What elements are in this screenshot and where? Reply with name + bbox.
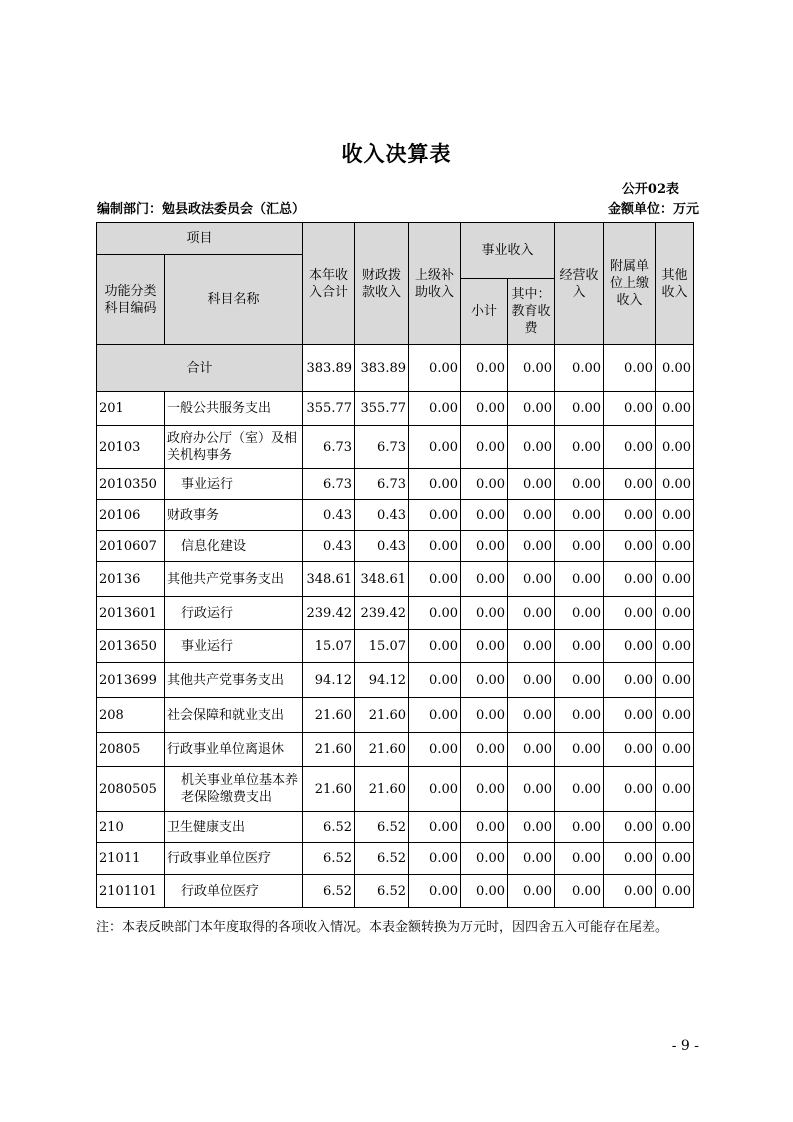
table-row xyxy=(97,698,694,733)
row-value: 0.00 xyxy=(461,663,508,698)
table-row xyxy=(97,733,694,767)
row-value: 0.00 xyxy=(508,733,555,767)
table-header xyxy=(97,223,694,345)
table-row xyxy=(97,767,694,812)
row-value: 0.00 xyxy=(409,843,461,875)
table-row xyxy=(97,597,694,630)
row-name: 行政单位医疗 xyxy=(165,875,303,908)
header-affiliated: 附属单位上缴收入 xyxy=(604,223,656,345)
row-value: 239.42 xyxy=(303,597,355,630)
row-value: 6.52 xyxy=(303,812,355,843)
row-code: 2010607 xyxy=(97,531,165,562)
page-title: 收入决算表 xyxy=(341,141,452,166)
row-value: 94.12 xyxy=(355,663,409,698)
row-code: 2080505 xyxy=(97,767,165,812)
row-code: 2101101 xyxy=(97,875,165,908)
table-row xyxy=(97,500,694,531)
row-value: 21.60 xyxy=(303,733,355,767)
row-value: 0.00 xyxy=(508,767,555,812)
row-value: 0.00 xyxy=(604,698,656,733)
row-value: 0.00 xyxy=(409,426,461,469)
row-value: 0.00 xyxy=(409,698,461,733)
total-cell: 0.00 xyxy=(604,345,656,392)
total-cell: 0.00 xyxy=(461,345,508,392)
header-career-subtotal: 小计 xyxy=(461,279,508,345)
total-cell: 0.00 xyxy=(409,345,461,392)
row-value: 0.00 xyxy=(656,812,694,843)
row-value: 0.00 xyxy=(461,469,508,500)
row-value: 0.00 xyxy=(508,500,555,531)
total-cell: 0.00 xyxy=(508,345,555,392)
row-code: 2010350 xyxy=(97,469,165,500)
row-value: 6.52 xyxy=(303,875,355,908)
row-value: 0.43 xyxy=(303,531,355,562)
row-value: 15.07 xyxy=(355,630,409,663)
row-value: 0.00 xyxy=(508,630,555,663)
row-code: 201 xyxy=(97,392,165,426)
row-value: 0.00 xyxy=(461,531,508,562)
total-cell: 0.00 xyxy=(555,345,604,392)
department-label: 编制部门：勉县政法委员会（汇总） xyxy=(97,202,306,217)
row-name: 卫生健康支出 xyxy=(165,812,303,843)
row-value: 21.60 xyxy=(303,698,355,733)
row-value: 6.52 xyxy=(355,812,409,843)
row-value: 0.00 xyxy=(409,875,461,908)
row-value: 0.00 xyxy=(604,597,656,630)
row-value: 0.00 xyxy=(508,698,555,733)
row-value: 0.00 xyxy=(656,531,694,562)
row-value: 0.00 xyxy=(508,597,555,630)
table-body xyxy=(97,345,694,908)
row-name: 其他共产党事务支出 xyxy=(165,562,303,597)
row-value: 0.00 xyxy=(656,663,694,698)
row-value: 0.00 xyxy=(604,843,656,875)
row-value: 0.00 xyxy=(461,562,508,597)
row-value: 94.12 xyxy=(303,663,355,698)
header-total-income: 本年收入合计 xyxy=(303,223,355,345)
row-value: 0.00 xyxy=(409,531,461,562)
row-code: 210 xyxy=(97,812,165,843)
row-value: 0.00 xyxy=(508,469,555,500)
row-value: 0.00 xyxy=(656,597,694,630)
row-value: 348.61 xyxy=(355,562,409,597)
row-value: 0.00 xyxy=(555,392,604,426)
row-value: 0.00 xyxy=(409,597,461,630)
row-value: 0.00 xyxy=(409,392,461,426)
row-value: 0.00 xyxy=(461,500,508,531)
row-value: 0.43 xyxy=(355,500,409,531)
row-value: 0.00 xyxy=(656,392,694,426)
row-value: 0.00 xyxy=(555,767,604,812)
row-value: 0.00 xyxy=(555,663,604,698)
total-cell: 383.89 xyxy=(355,345,409,392)
row-value: 0.00 xyxy=(656,733,694,767)
row-value: 0.00 xyxy=(409,562,461,597)
row-value: 15.07 xyxy=(303,630,355,663)
row-value: 6.52 xyxy=(355,875,409,908)
row-value: 0.00 xyxy=(508,843,555,875)
row-value: 0.43 xyxy=(355,531,409,562)
row-value: 0.00 xyxy=(555,733,604,767)
row-value: 0.00 xyxy=(604,663,656,698)
row-value: 0.00 xyxy=(508,392,555,426)
row-value: 0.00 xyxy=(604,562,656,597)
row-value: 0.00 xyxy=(656,562,694,597)
table-row xyxy=(97,630,694,663)
table-row xyxy=(97,663,694,698)
row-value: 6.73 xyxy=(355,426,409,469)
footnote: 注：本表反映部门本年度取得的各项收入情况。本表金额转换为万元时，因四舍五入可能存在尾差。 xyxy=(96,920,669,935)
row-value: 0.00 xyxy=(656,843,694,875)
row-value: 0.00 xyxy=(508,562,555,597)
header-name: 科目名称 xyxy=(165,255,303,345)
row-value: 0.00 xyxy=(656,469,694,500)
row-value: 0.00 xyxy=(461,426,508,469)
row-value: 0.00 xyxy=(409,812,461,843)
row-value: 0.00 xyxy=(555,426,604,469)
table-row xyxy=(97,562,694,597)
row-name: 事业运行 xyxy=(165,469,303,500)
unit-label: 金额单位：万元 xyxy=(607,202,699,217)
row-value: 0.00 xyxy=(409,500,461,531)
row-name: 政府办公厅（室）及相关机构事务 xyxy=(165,426,303,469)
row-value: 0.00 xyxy=(656,630,694,663)
header-career-edu: 其中：教育收费 xyxy=(508,279,555,345)
header-code: 功能分类科目编码 xyxy=(97,255,165,345)
table-row xyxy=(97,843,694,875)
header-career: 事业收入 xyxy=(461,223,555,279)
table-row xyxy=(97,469,694,500)
row-value: 0.00 xyxy=(604,500,656,531)
row-code: 20106 xyxy=(97,500,165,531)
row-value: 0.00 xyxy=(555,630,604,663)
row-value: 0.00 xyxy=(656,767,694,812)
header-project: 项目 xyxy=(97,223,303,255)
row-value: 0.00 xyxy=(461,698,508,733)
row-value: 0.00 xyxy=(508,812,555,843)
row-value: 0.00 xyxy=(656,698,694,733)
row-value: 0.00 xyxy=(604,767,656,812)
row-code: 20136 xyxy=(97,562,165,597)
row-value: 0.00 xyxy=(555,875,604,908)
row-code: 20805 xyxy=(97,733,165,767)
row-value: 6.73 xyxy=(355,469,409,500)
row-code: 2013601 xyxy=(97,597,165,630)
row-value: 0.00 xyxy=(508,663,555,698)
row-value: 0.00 xyxy=(461,767,508,812)
row-value: 0.00 xyxy=(461,875,508,908)
row-value: 0.00 xyxy=(461,630,508,663)
table-row xyxy=(97,812,694,843)
row-value: 0.00 xyxy=(461,733,508,767)
row-value: 0.00 xyxy=(555,843,604,875)
row-name: 财政事务 xyxy=(165,500,303,531)
row-value: 0.00 xyxy=(508,531,555,562)
row-value: 21.60 xyxy=(355,698,409,733)
row-value: 0.00 xyxy=(656,875,694,908)
row-code: 2013699 xyxy=(97,663,165,698)
table-row xyxy=(97,875,694,908)
total-label: 合计 xyxy=(97,345,303,392)
row-value: 0.00 xyxy=(555,469,604,500)
row-name: 其他共产党事务支出 xyxy=(165,663,303,698)
row-value: 0.00 xyxy=(409,630,461,663)
row-value: 0.00 xyxy=(555,698,604,733)
row-name: 信息化建设 xyxy=(165,531,303,562)
row-value: 0.00 xyxy=(555,500,604,531)
row-value: 0.00 xyxy=(555,531,604,562)
row-value: 6.52 xyxy=(355,843,409,875)
row-value: 21.60 xyxy=(355,733,409,767)
header-other: 其他收入 xyxy=(656,223,694,345)
row-name: 社会保障和就业支出 xyxy=(165,698,303,733)
income-table xyxy=(96,222,694,908)
total-row xyxy=(97,345,694,392)
header-operating: 经营收入 xyxy=(555,223,604,345)
row-value: 0.00 xyxy=(656,500,694,531)
total-cell: 383.89 xyxy=(303,345,355,392)
row-name: 事业运行 xyxy=(165,630,303,663)
row-value: 0.00 xyxy=(461,392,508,426)
row-value: 0.00 xyxy=(508,875,555,908)
row-value: 355.77 xyxy=(355,392,409,426)
header-superior: 上级补助收入 xyxy=(409,223,461,345)
row-value: 0.00 xyxy=(555,562,604,597)
row-value: 0.00 xyxy=(604,875,656,908)
row-value: 0.00 xyxy=(604,531,656,562)
row-value: 0.00 xyxy=(604,469,656,500)
row-value: 0.00 xyxy=(604,733,656,767)
row-value: 6.73 xyxy=(303,426,355,469)
table-row xyxy=(97,531,694,562)
row-name: 行政事业单位医疗 xyxy=(165,843,303,875)
row-value: 239.42 xyxy=(355,597,409,630)
page-number: - 9 - xyxy=(671,1038,699,1054)
row-value: 0.00 xyxy=(555,812,604,843)
row-name: 一般公共服务支出 xyxy=(165,392,303,426)
row-value: 0.00 xyxy=(409,469,461,500)
row-value: 0.00 xyxy=(604,392,656,426)
row-value: 21.60 xyxy=(355,767,409,812)
table-row xyxy=(97,392,694,426)
row-code: 208 xyxy=(97,698,165,733)
row-value: 355.77 xyxy=(303,392,355,426)
row-value: 348.61 xyxy=(303,562,355,597)
row-name: 行政事业单位离退休 xyxy=(165,733,303,767)
row-value: 0.00 xyxy=(604,426,656,469)
row-value: 6.52 xyxy=(303,843,355,875)
row-value: 0.00 xyxy=(604,812,656,843)
row-value: 0.00 xyxy=(409,767,461,812)
row-value: 0.00 xyxy=(461,597,508,630)
row-value: 6.73 xyxy=(303,469,355,500)
row-value: 0.00 xyxy=(409,663,461,698)
row-value: 0.00 xyxy=(508,426,555,469)
row-value: 0.00 xyxy=(461,812,508,843)
row-value: 0.00 xyxy=(656,426,694,469)
table-code: 公开02表 xyxy=(621,182,679,197)
row-code: 20103 xyxy=(97,426,165,469)
total-cell: 0.00 xyxy=(656,345,694,392)
row-value: 0.00 xyxy=(604,630,656,663)
row-code: 2013650 xyxy=(97,630,165,663)
table-row xyxy=(97,426,694,469)
row-code: 21011 xyxy=(97,843,165,875)
header-fiscal: 财政拨款收入 xyxy=(355,223,409,345)
row-name: 行政运行 xyxy=(165,597,303,630)
row-value: 0.43 xyxy=(303,500,355,531)
row-value: 0.00 xyxy=(461,843,508,875)
row-value: 21.60 xyxy=(303,767,355,812)
row-value: 0.00 xyxy=(555,597,604,630)
row-name: 机关事业单位基本养老保险缴费支出 xyxy=(165,767,303,812)
row-value: 0.00 xyxy=(409,733,461,767)
